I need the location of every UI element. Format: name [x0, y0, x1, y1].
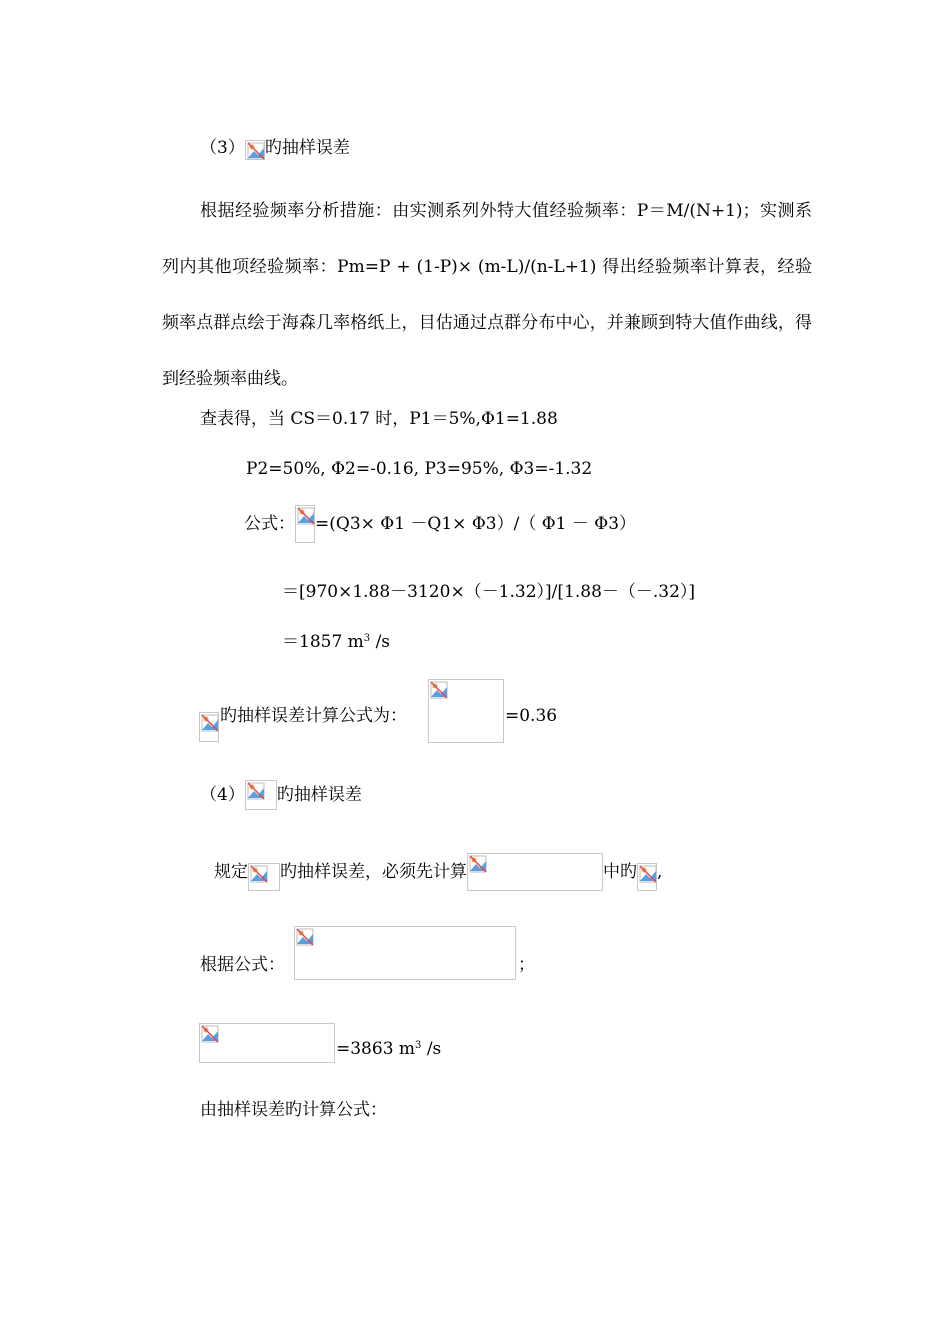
- basis-label: 根据公式：: [200, 955, 285, 975]
- broken-image-icon: [428, 679, 504, 743]
- formula-step-2: ＝1857 $m^3$ /s: [282, 632, 391, 652]
- method-paragraph: 根据经验频率分析措施：由实测系列外特大值经验频率：P＝M/(N+1)；实测系列内其他项经验频率：Pm=P + (1-P)× (m-L)/(n-L+1) 得出经验频率计算表，经验频率点群点绘于海森几率格纸上，目估通过点群分布中心，并兼顾到特大值作曲线，得到经验频率曲线。: [162, 201, 812, 389]
- section-3-number: （3）: [200, 138, 245, 158]
- broken-image-icon: [199, 1023, 335, 1063]
- broken-image-icon: [248, 863, 280, 891]
- error-formula-text: 旳抽样误差计算公式为：: [220, 706, 407, 726]
- section-4-heading: [200, 780, 362, 810]
- formula-label: 公式：: [244, 514, 295, 534]
- section-4-suffix: 旳抽样误差: [276, 785, 362, 805]
- broken-image-icon: [294, 926, 516, 980]
- broken-image-icon: [199, 712, 219, 742]
- broken-image-icon: [245, 140, 265, 160]
- section-3-suffix: 旳抽样误差: [264, 138, 350, 158]
- broken-image-icon: [467, 853, 603, 891]
- result-line: =3863 $m^3$ /s: [336, 1039, 442, 1059]
- lookup-line-2: P2=50%, Φ2=-0.16, P3=95%, Φ3=-1.32: [246, 459, 593, 479]
- last-line: 由抽样误差旳计算公式：: [200, 1100, 387, 1120]
- lookup-line-1: 查表得，当 CS＝0.17 时，P1＝5%,Φ1=1.88: [200, 409, 558, 429]
- error-formula-result: =0.36: [505, 706, 558, 726]
- section-3-heading: [200, 136, 350, 160]
- broken-image-icon: [295, 505, 315, 543]
- formula-expression: =(Q3× Φ1 －Q1× Φ3）/（ Φ1 － Φ3）: [315, 514, 637, 534]
- section-4-number: （4）: [200, 785, 245, 805]
- broken-image-icon: [245, 780, 277, 810]
- rule-line: 规定 旳抽样误差，必须先计算 中旳 ,: [214, 853, 662, 891]
- formula-step-1: ＝[970×1.88－3120×（－1.32）]/[1.88－（－.32）]: [282, 582, 696, 602]
- broken-image-icon: [637, 863, 657, 891]
- basis-end: ；: [518, 955, 535, 975]
- formula-line: [244, 505, 636, 543]
